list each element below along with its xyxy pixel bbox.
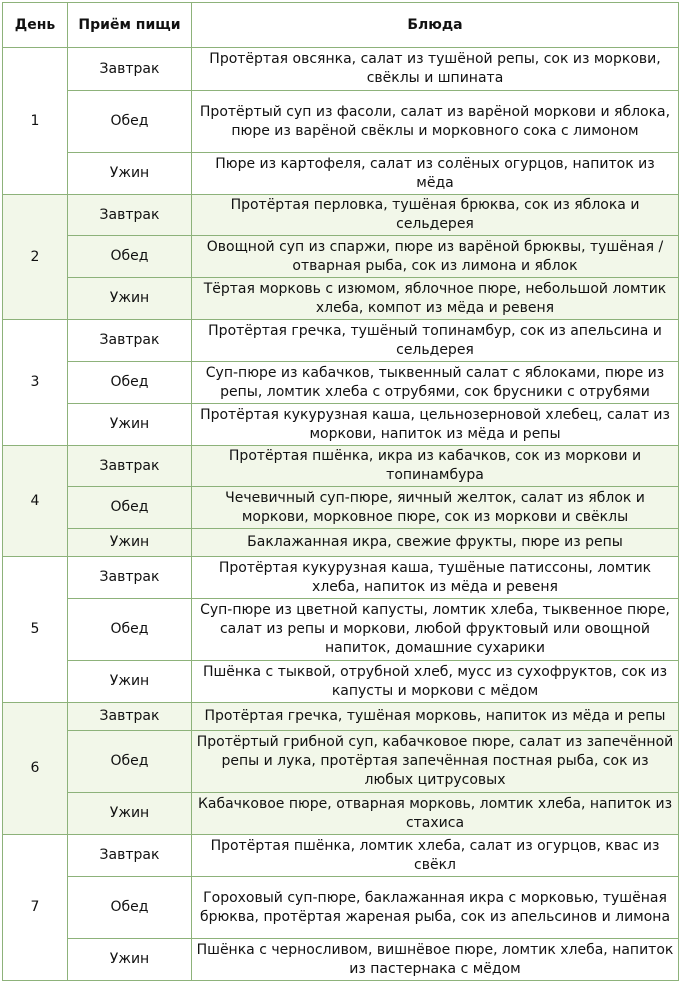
table-row [3, 278, 679, 320]
table-row [3, 195, 679, 236]
meal-name: Обед [68, 236, 192, 278]
dish-list: Гороховый суп-пюре, баклажанная икра с морковью, тушёная брюква, протёртая жареная рыба, сок из апельсинов и лимона [192, 877, 679, 939]
meal-name: Обед [68, 599, 192, 661]
dish-list: Протёртая кукурузная каша, цельнозерновой хлебец, салат из моркови, напиток из мёда и репы [192, 404, 679, 446]
meal-name: Обед [68, 91, 192, 153]
day-number: 4 [3, 446, 68, 557]
dish-list: Протёртая гречка, тушёный топинамбур, сок из апельсина и сельдерея [192, 320, 679, 362]
meal-name: Завтрак [68, 48, 192, 91]
day-number: 5 [3, 557, 68, 703]
day-number: 6 [3, 703, 68, 835]
meal-name: Ужин [68, 153, 192, 195]
dish-list: Баклажанная икра, свежие фрукты, пюре из репы [192, 529, 679, 557]
dish-list: Протёртая пшёнка, икра из кабачков, сок из моркови и топинамбура [192, 446, 679, 487]
dish-list: Протёртая гречка, тушёная морковь, напиток из мёда и репы [192, 703, 679, 731]
meal-plan-table [2, 2, 679, 981]
meal-name: Завтрак [68, 835, 192, 877]
table-row [3, 557, 679, 599]
dish-list: Пюре из картофеля, салат из солёных огурцов, напиток из мёда [192, 153, 679, 195]
day-number: 2 [3, 195, 68, 320]
meal-name: Обед [68, 731, 192, 793]
meal-name: Ужин [68, 793, 192, 835]
dish-list: Пшёнка с черносливом, вишнёвое пюре, ломтик хлеба, напиток из пастернака с мёдом [192, 939, 679, 981]
meal-name: Ужин [68, 404, 192, 446]
table-row [3, 236, 679, 278]
table-row [3, 91, 679, 153]
table-row [3, 529, 679, 557]
meal-name: Завтрак [68, 320, 192, 362]
table-row [3, 793, 679, 835]
dish-list: Пшёнка с тыквой, отрубной хлеб, мусс из сухофруктов, сок из капусты и моркови с мёдом [192, 661, 679, 703]
table-row [3, 731, 679, 793]
table-row [3, 487, 679, 529]
table-row [3, 320, 679, 362]
dish-list: Овощной суп из спаржи, пюре из варёной брюквы, тушёная / отварная рыба, сок из лимона и яблок [192, 236, 679, 278]
dish-list: Протёртый суп из фасоли, салат из варёной моркови и яблока, пюре из варёной свёклы и морковного сока с лимоном [192, 91, 679, 153]
day-number: 7 [3, 835, 68, 981]
table-row [3, 661, 679, 703]
dish-list: Протёртая перловка, тушёная брюква, сок из яблока и сельдерея [192, 195, 679, 236]
table-row [3, 877, 679, 939]
dish-list: Протёртая пшёнка, ломтик хлеба, салат из огурцов, квас из свёкл [192, 835, 679, 877]
dish-list: Протёртая кукурузная каша, тушёные патиссоны, ломтик хлеба, напиток из мёда и ревеня [192, 557, 679, 599]
meal-name: Ужин [68, 529, 192, 557]
table-row [3, 703, 679, 731]
meal-name: Обед [68, 877, 192, 939]
header-row [3, 3, 679, 48]
header-meal: Приём пищи [68, 3, 192, 48]
meal-name: Ужин [68, 661, 192, 703]
table-row [3, 835, 679, 877]
meal-name: Обед [68, 487, 192, 529]
table-row [3, 48, 679, 91]
day-number: 1 [3, 48, 68, 195]
meal-name: Завтрак [68, 446, 192, 487]
meal-name: Завтрак [68, 195, 192, 236]
table-row [3, 599, 679, 661]
dish-list: Кабачковое пюре, отварная морковь, ломтик хлеба, напиток из стахиса [192, 793, 679, 835]
meal-name: Завтрак [68, 703, 192, 731]
meal-name: Обед [68, 362, 192, 404]
table-row [3, 939, 679, 981]
dish-list: Суп-пюре из кабачков, тыквенный салат с яблоками, пюре из репы, ломтик хлеба с отрубями, сок брусники с отрубями [192, 362, 679, 404]
table-row [3, 446, 679, 487]
meal-name: Ужин [68, 939, 192, 981]
meal-name: Завтрак [68, 557, 192, 599]
day-number: 3 [3, 320, 68, 446]
meal-name: Ужин [68, 278, 192, 320]
header-dishes: Блюда [192, 3, 679, 48]
dish-list: Протёртый грибной суп, кабачковое пюре, салат из запечённой репы и лука, протёртая запечённая постная рыба, сок из любых цитрусовых [192, 731, 679, 793]
dish-list: Чечевичный суп-пюре, яичный желток, салат из яблок и моркови, морковное пюре, сок из моркови и свёклы [192, 487, 679, 529]
table-row [3, 153, 679, 195]
header-day: День [3, 3, 68, 48]
table-row [3, 404, 679, 446]
dish-list: Суп-пюре из цветной капусты, ломтик хлеба, тыквенное пюре, салат из репы и моркови, любой фруктовый или овощной напиток, домашние сухарики [192, 599, 679, 661]
dish-list: Протёртая овсянка, салат из тушёной репы, сок из моркови, свёклы и шпината [192, 48, 679, 91]
table-row [3, 362, 679, 404]
meal-plan-body [3, 48, 679, 981]
dish-list: Тёртая морковь с изюмом, яблочное пюре, небольшой ломтик хлеба, компот из мёда и ревеня [192, 278, 679, 320]
